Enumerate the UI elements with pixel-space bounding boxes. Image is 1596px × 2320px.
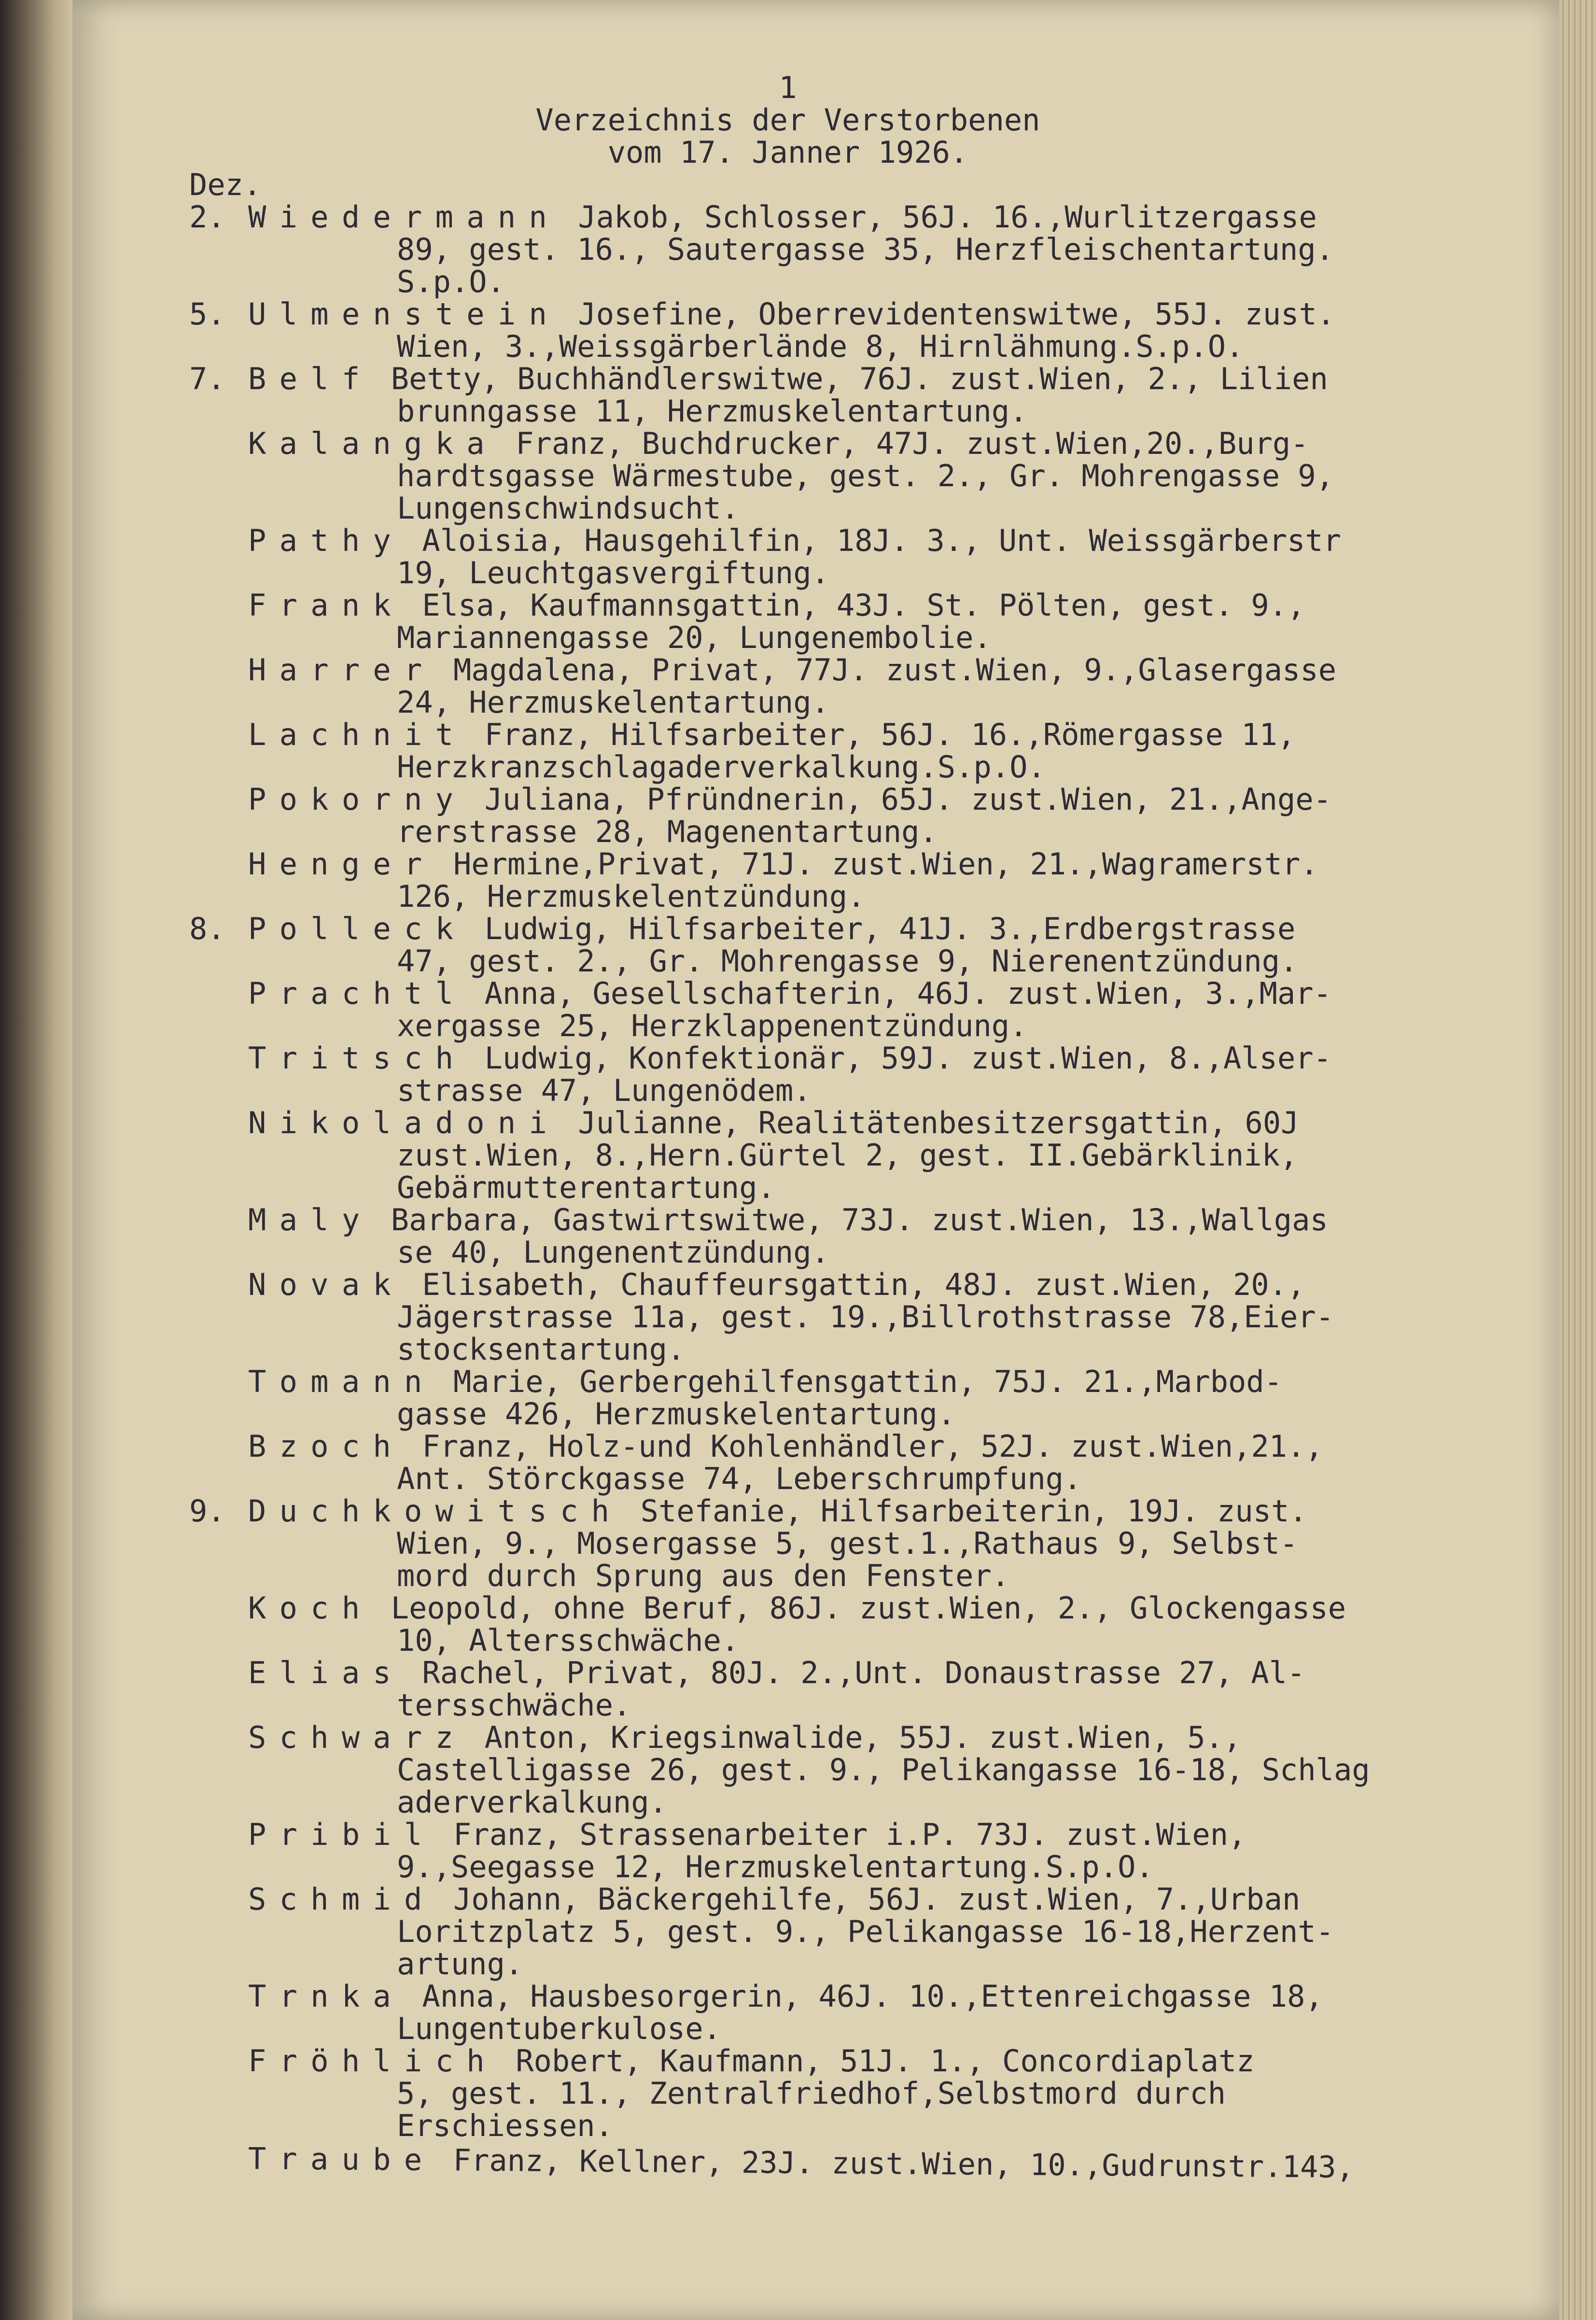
register-entry xyxy=(189,1818,1531,1883)
entry-first-line xyxy=(189,363,1531,395)
entry-continuation-line: Ant. Störckgasse 74, Leberschrumpfung. xyxy=(397,1461,1082,1496)
entry-details: Magdalena, Privat, 77J. zust.Wien, 9.,Glasergasse xyxy=(453,652,1337,688)
entry-continuation-line: artung. xyxy=(397,1946,523,1982)
entry-surname: Pribil xyxy=(248,1817,435,1852)
entry-first-line xyxy=(189,1107,1531,1139)
entry-continuation-line: tersschwäche. xyxy=(397,1687,631,1723)
entry-surname: Henger xyxy=(248,846,435,882)
entry-continuation-line: 47, gest. 2., Gr. Mohrengasse 9, Nierenentzündung. xyxy=(397,943,1298,979)
entry-details: Aloisia, Hausgehilfin, 18J. 3., Unt. Weissgärberstr xyxy=(422,523,1342,558)
entry-surname: Koch xyxy=(248,1590,373,1626)
entry-details: Betty, Buchhändlerswitwe, 76J. zust.Wien, 2., Lilien xyxy=(391,361,1328,396)
entry-details: Leopold, ohne Beruf, 86J. zust.Wien, 2., Glockengasse xyxy=(391,1590,1346,1626)
entry-first-line xyxy=(189,1042,1531,1074)
entry-continuation-line: Wien, 9., Mosergasse 5, gest.1.,Rathaus 9, Selbst- xyxy=(397,1526,1298,1561)
entry-surname: Schwarz xyxy=(248,1720,467,1755)
register-entry xyxy=(189,1721,1531,1818)
entry-continuation-line: se 40, Lungenentzündung. xyxy=(397,1235,829,1270)
entry-continuation-line: Wien, 3.,Weissgärberlände 8, Hirnlähmung.S.p.O. xyxy=(397,329,1244,364)
entry-continuation-line: 10, Altersschwäche. xyxy=(397,1623,740,1658)
entry-details: Marie, Gerbergehilfensgattin, 75J. 21.,Marbod- xyxy=(453,1364,1283,1399)
entry-details: Ludwig, Konfektionär, 59J. zust.Wien, 8.,Alser- xyxy=(484,1040,1331,1076)
entry-continuation-line: xergasse 25, Herzklappenentzündung. xyxy=(397,1008,1028,1043)
entry-first-line xyxy=(189,977,1531,1010)
register-entry xyxy=(189,1268,1531,1365)
entry-details: Juliana, Pfründnerin, 65J. zust.Wien, 21.,Ange- xyxy=(484,782,1331,817)
page-stack-edges xyxy=(1559,0,1596,2320)
entry-continuation-line: mord durch Sprung aus den Fenster. xyxy=(397,1558,1010,1593)
register-entry xyxy=(189,718,1531,783)
entry-first-line xyxy=(189,2045,1531,2077)
register-entry xyxy=(189,1107,1531,1204)
entry-first-line xyxy=(189,1818,1531,1851)
register-entry xyxy=(189,524,1531,589)
entry-surname: Frank xyxy=(248,588,405,623)
entry-continuation-line: Gebärmutterentartung. xyxy=(397,1170,775,1205)
entry-details: Franz, Kellner, 23J. zust.Wien, 10.,Gudrunstr.143, xyxy=(453,2142,1355,2185)
entry-continuation-line: aderverkalkung. xyxy=(397,1785,667,1820)
entry-continuation-line: hardtsgasse Wärmestube, gest. 2., Gr. Mohrengasse 9, xyxy=(397,458,1334,493)
entry-first-line xyxy=(189,1883,1531,1915)
entry-first-line xyxy=(189,718,1531,751)
register-entry xyxy=(189,1657,1531,1721)
entry-continuation-line: rerstrasse 28, Magenentartung. xyxy=(397,814,938,849)
entry-details: Johann, Bäckergehilfe, 56J. zust.Wien, 7.,Urban xyxy=(453,1882,1301,1917)
entry-continuation-line: Lungentuberkulose. xyxy=(397,2011,721,2046)
entry-surname: Prachtl xyxy=(248,976,467,1011)
register-entry xyxy=(189,201,1531,298)
entry-continuation-line: stocksentartung. xyxy=(397,1332,686,1367)
entry-details: Josefine, Oberrevidentenswitwe, 55J. zust. xyxy=(578,296,1335,332)
entry-details: Barbara, Gastwirtswitwe, 73J. zust.Wien, 13.,Wallgas xyxy=(391,1202,1328,1237)
entry-surname: Trnka xyxy=(248,1979,405,2014)
entry-surname: Bzoch xyxy=(248,1429,405,1464)
entry-surname: Schmid xyxy=(248,1882,435,1917)
entry-day: 8. xyxy=(189,911,225,946)
entry-continuation-line: Herzkranzschlagaderverkalkung.S.p.O. xyxy=(397,749,1046,785)
register-entry xyxy=(189,1430,1531,1495)
entry-surname: Pathy xyxy=(248,523,405,558)
entry-first-line xyxy=(189,589,1531,621)
entry-surname: Lachnit xyxy=(248,717,467,752)
register-entry xyxy=(189,1365,1531,1430)
register-entry xyxy=(189,1592,1531,1657)
register-entry xyxy=(189,1042,1531,1107)
entry-continuation-line: 126, Herzmuskelentzündung. xyxy=(397,879,866,914)
register-entry xyxy=(189,427,1531,524)
entry-continuation-line: 19, Leuchtgasvergiftung. xyxy=(397,555,829,591)
entry-continuation-line: 9.,Seegasse 12, Herzmuskelentartung.S.p.O. xyxy=(397,1849,1154,1884)
entry-first-line xyxy=(189,1980,1531,2012)
register-entry xyxy=(189,363,1531,427)
entry-details: Stefanie, Hilfsarbeiterin, 19J. zust. xyxy=(640,1493,1307,1529)
entry-surname: Belf xyxy=(248,361,373,396)
entry-first-line xyxy=(189,1268,1531,1301)
entry-surname: Traube xyxy=(248,2140,435,2178)
entry-continuation-line: 5, gest. 11., Zentralfriedhof,Selbstmord durch xyxy=(397,2076,1226,2111)
entry-day: 7. xyxy=(189,361,225,396)
entry-continuation-line: 89, gest. 16., Sautergasse 35, Herzfleischentartung. xyxy=(397,232,1334,267)
register-entry xyxy=(189,2140,1531,2185)
entry-first-line xyxy=(189,1657,1531,1689)
register-entry xyxy=(189,913,1531,977)
entry-surname: Polleck xyxy=(248,911,467,946)
entry-surname: Nikoladoni xyxy=(248,1105,560,1140)
entry-first-line xyxy=(189,654,1531,686)
entry-continuation-line: Lungenschwindsucht. xyxy=(397,491,740,526)
register-entry xyxy=(189,589,1531,654)
entry-first-line xyxy=(189,913,1531,945)
entry-day: 2. xyxy=(189,199,225,235)
entry-continuation-line: Castelligasse 26, gest. 9., Pelikangasse 16-18, Schlag xyxy=(397,1752,1370,1787)
register-entry xyxy=(189,654,1531,718)
register-entry xyxy=(189,298,1531,363)
book-spine-edge xyxy=(0,0,72,2320)
entry-details: Julianne, Realitätenbesitzersgattin, 60J xyxy=(578,1105,1299,1140)
entry-first-line xyxy=(189,1204,1531,1236)
entry-details: Elsa, Kaufmannsgattin, 43J. St. Pölten, gest. 9., xyxy=(422,588,1305,623)
entry-surname: Fröhlich xyxy=(248,2043,498,2079)
entry-continuation-line: strasse 47, Lungenödem. xyxy=(397,1073,812,1108)
entry-surname: Elias xyxy=(248,1655,405,1690)
entry-first-line xyxy=(189,524,1531,557)
entry-continuation-line: Loritzplatz 5, gest. 9., Pelikangasse 16-18,Herzent- xyxy=(397,1914,1334,1949)
page-title: Verzeichnis der Verstorbenen xyxy=(535,102,1040,138)
death-register-list xyxy=(189,199,1531,2185)
entry-first-line xyxy=(189,848,1531,880)
entry-surname: Novak xyxy=(248,1267,405,1302)
entry-details: Ludwig, Hilfsarbeiter, 41J. 3.,Erdbergstrasse xyxy=(484,911,1296,946)
entry-surname: Ulmenstein xyxy=(248,296,560,332)
entry-surname: Harrer xyxy=(248,652,435,688)
entry-continuation-line: Jägerstrasse 11a, gest. 19.,Billrothstrasse 78,Eier- xyxy=(397,1299,1334,1335)
entry-details: Franz, Strassenarbeiter i.P. 73J. zust.Wien, xyxy=(453,1817,1246,1852)
register-entry xyxy=(189,1883,1531,1980)
entry-continuation-line: brunngasse 11, Herzmuskelentartung. xyxy=(397,394,1028,429)
entry-details: Jakob, Schlosser, 56J. 16.,Wurlitzergasse xyxy=(578,199,1317,235)
entry-first-line xyxy=(189,298,1531,330)
entry-continuation-line: zust.Wien, 8.,Hern.Gürtel 2, gest. II.Gebärklinik, xyxy=(397,1138,1298,1173)
entry-details: Hermine,Privat, 71J. zust.Wien, 21.,Wagramerstr. xyxy=(453,846,1318,882)
entry-surname: Duchkowitsch xyxy=(248,1493,623,1529)
entry-first-line xyxy=(189,201,1531,233)
entry-continuation-line: Mariannengasse 20, Lungenembolie. xyxy=(397,620,992,655)
entry-details: Franz, Buchdrucker, 47J. zust.Wien,20.,Burg- xyxy=(516,426,1309,461)
entry-details: Elisabeth, Chauffeursgattin, 48J. zust.Wien, 20., xyxy=(422,1267,1305,1302)
entry-details: Franz, Hilfsarbeiter, 56J. 16.,Römergasse 11, xyxy=(484,717,1296,752)
entry-first-line xyxy=(189,783,1531,816)
entry-surname: Tomann xyxy=(248,1364,435,1399)
register-entry xyxy=(189,2045,1531,2142)
entry-surname: Maly xyxy=(248,1202,373,1237)
page-subtitle: vom 17. Janner 1926. xyxy=(607,135,968,170)
entry-surname: Tritsch xyxy=(248,1040,467,1076)
entry-continuation-line: 24, Herzmuskelentartung. xyxy=(397,685,829,720)
entry-details: Anton, Kriegsinwalide, 55J. zust.Wien, 5., xyxy=(484,1720,1242,1755)
entry-surname: Pokorny xyxy=(248,782,467,817)
entry-details: Franz, Holz-und Kohlenhändler, 52J. zust.Wien,21., xyxy=(422,1429,1323,1464)
entry-day: 5. xyxy=(189,296,225,332)
entry-continuation-line: S.p.O. xyxy=(397,264,505,299)
entry-continuation-line: Erschiessen. xyxy=(397,2108,613,2143)
entry-first-line xyxy=(189,1495,1531,1527)
entry-details: Anna, Hausbesorgerin, 46J. 10.,Ettenreichgasse 18, xyxy=(422,1979,1323,2014)
register-entry xyxy=(189,783,1531,848)
entry-details: Rachel, Privat, 80J. 2.,Unt. Donaustrasse 27, Al- xyxy=(422,1655,1305,1690)
entry-details: Anna, Gesellschafterin, 46J. zust.Wien, 3.,Mar- xyxy=(484,976,1331,1011)
document-text xyxy=(189,70,1531,2185)
entry-first-line xyxy=(189,1430,1531,1462)
entry-day: 9. xyxy=(189,1493,225,1529)
entry-details: Robert, Kaufmann, 51J. 1., Concordiaplatz xyxy=(516,2043,1255,2079)
entry-surname: Wiedermann xyxy=(248,199,560,235)
entry-surname: Kalangka xyxy=(248,426,498,461)
page-number: 1 xyxy=(779,70,797,105)
register-entry xyxy=(189,1204,1531,1268)
entry-continuation-line: gasse 426, Herzmuskelentartung. xyxy=(397,1396,956,1432)
entry-first-line xyxy=(189,427,1531,460)
entry-first-line xyxy=(189,1592,1531,1624)
entry-first-line xyxy=(189,1365,1531,1398)
register-entry xyxy=(189,1980,1531,2045)
month-label: Dez. xyxy=(189,167,262,202)
register-entry xyxy=(189,1495,1531,1592)
entry-first-line xyxy=(189,1721,1531,1754)
register-entry xyxy=(189,848,1531,913)
entry-day xyxy=(189,2168,248,2169)
register-entry xyxy=(189,977,1531,1042)
